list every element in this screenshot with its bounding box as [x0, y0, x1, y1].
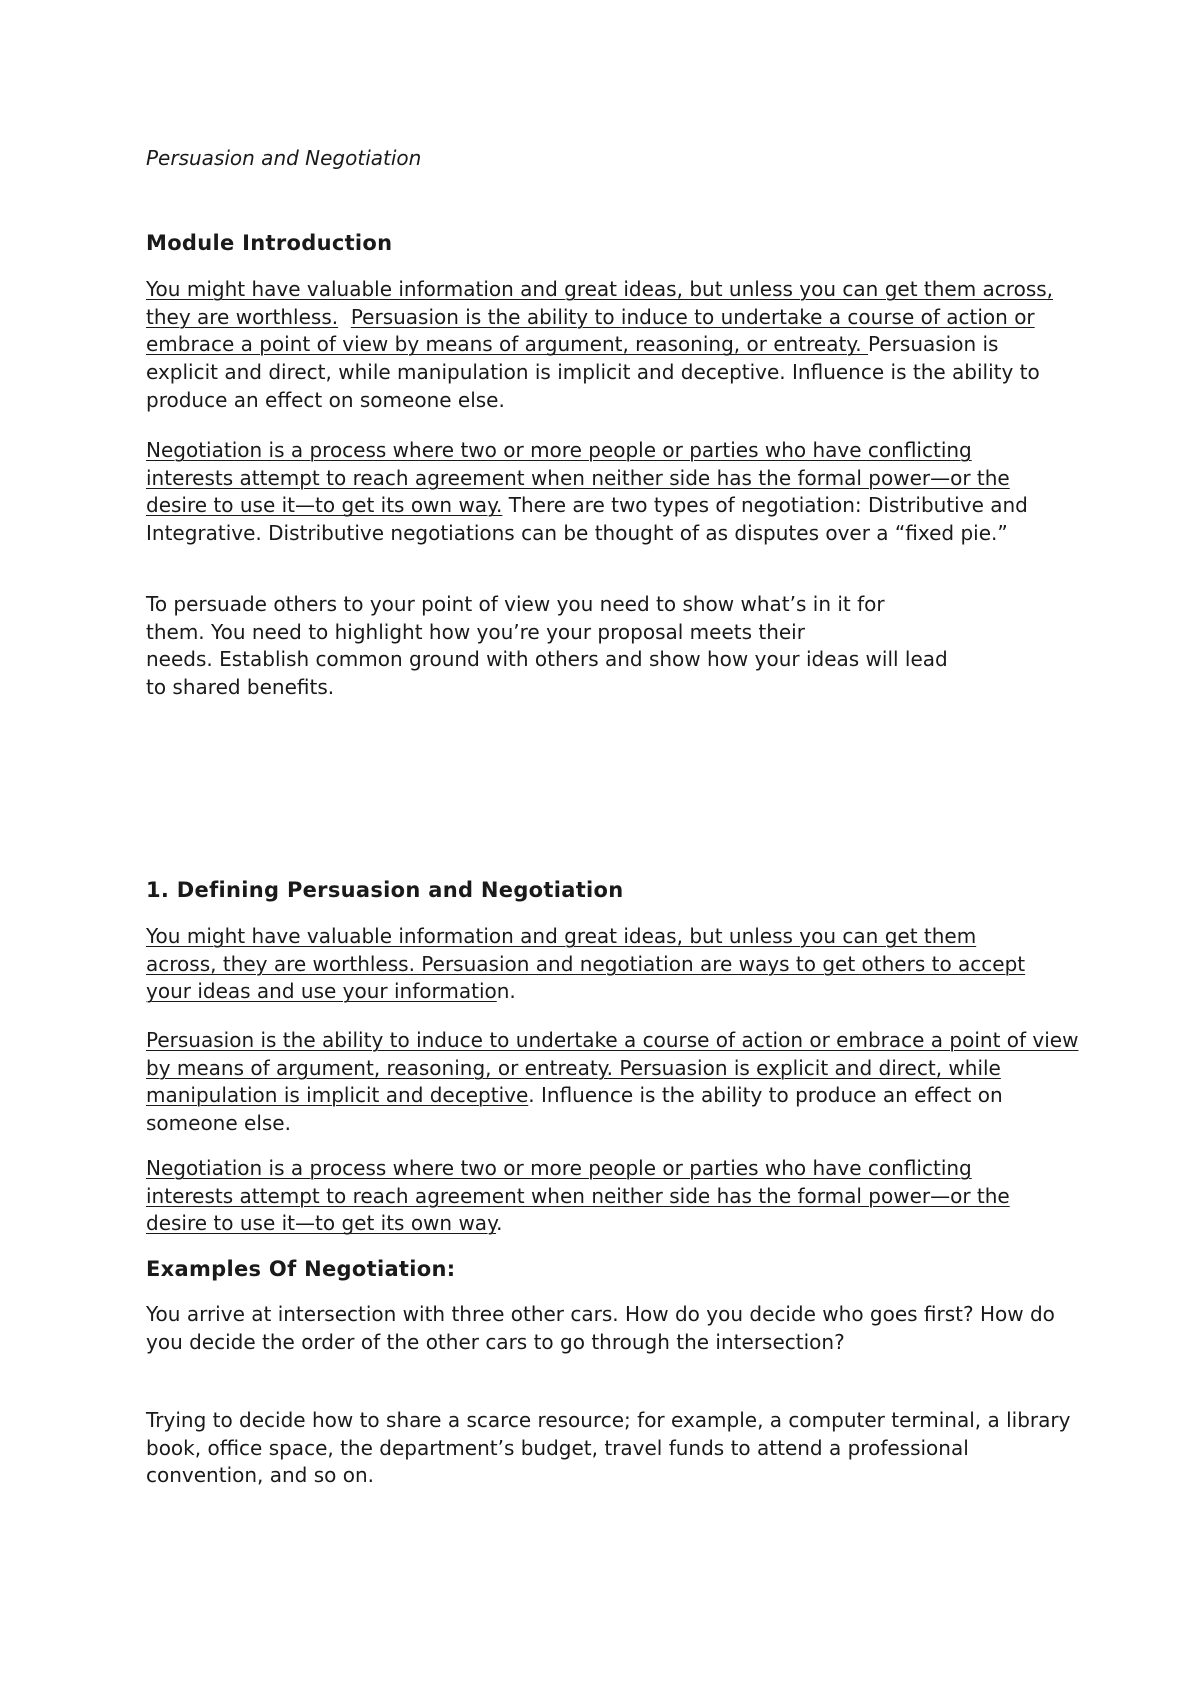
text-line: needs. Establish common ground with others and show how your ideas will lead — [146, 647, 948, 672]
plain-text: . — [496, 1211, 503, 1236]
underlined-text: You might have valuable information and great ideas, but unless you can get them across, they are worthless. — [146, 277, 1054, 329]
plain-text: There are two types of negotiation: Distributive and Integrative. Distributive negotiations can be thought of as disputes over a “fixed pie.” — [146, 493, 1028, 546]
section-1-paragraph-1 — [146, 923, 1026, 1006]
module-intro-paragraph-2 — [146, 437, 1064, 548]
underlined-text: Negotiation is a process where two or more people or parties who have conflicting interests attempt to reach agreement when neither side has the formal power—or the desire to use it—to get its own way — [146, 1156, 1010, 1236]
underlined-text: You might have valuable information and great ideas, but unless you can get them across, they are worthless. Persuasion and negotiation are ways to get others to accept your ideas and use your informatio — [146, 924, 1026, 1004]
underlined-text: Negotiation is a process where two or more people or parties who have conflicting interests attempt to reach agreement when neither side has the formal power—or the desire to use it—to get its own way. — [146, 438, 1010, 518]
module-introduction-heading: Module Introduction — [146, 231, 393, 255]
text-line: them. You need to highlight how you’re your proposal meets their — [146, 619, 805, 644]
plain-text: Persuasion is explicit and direct, while manipulation is implicit and deceptive. Influence is the ability to produce an effect on someone else. — [146, 332, 1040, 412]
module-intro-paragraph-3 — [146, 591, 1086, 702]
section-1-paragraph-3 — [146, 1155, 1064, 1238]
plain-text: . Influence is the ability to produce an effect on someone else. — [146, 1083, 1003, 1136]
text-line: To persuade others to your point of view you need to show what’s in it for — [146, 592, 885, 616]
module-intro-paragraph-1 — [146, 276, 1071, 415]
section-1-paragraph-2 — [146, 1027, 1086, 1138]
examples-heading: Examples Of Negotiation: — [146, 1257, 456, 1281]
examples-paragraph-1: You arrive at intersection with three other cars. How do you decide who goes first? How do you decide the order of the other cars to go through the intersection? — [146, 1302, 1055, 1354]
text-line: to shared benefits. — [146, 675, 335, 700]
document-page — [146, 0, 1086, 1696]
plain-text: n. — [496, 979, 516, 1004]
document-title: Persuasion and Negotiation — [146, 146, 422, 170]
underlined-text: Persuasion is the ability to induce to undertake a course of action or embrace a point of view by means of argument, reasoning, or entreaty. — [146, 304, 1035, 357]
underlined-text: Persuasion is the ability to induce to undertake a course of action or embrace a point of view by means of argument, reasoning, or entreaty. Persuasion is explicit and direct, while manipulation is implicit and deceptive — [146, 1028, 1079, 1108]
examples-paragraph-2: Trying to decide how to share a scarce resource; for example, a computer terminal, a library book, office space, the department’s budget, travel funds to attend a professional convention, and so on. — [146, 1408, 1071, 1488]
text-gap — [338, 305, 351, 329]
section-1-heading: 1. Defining Persuasion and Negotiation — [146, 878, 624, 902]
